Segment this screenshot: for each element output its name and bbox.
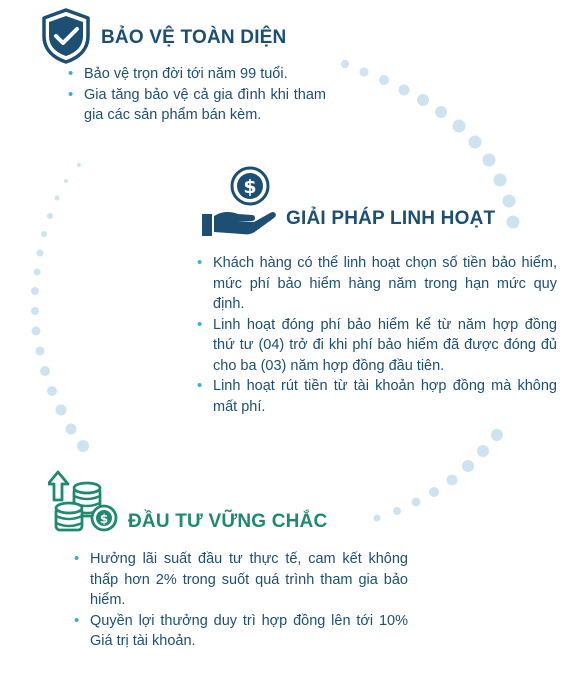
decorative-dot xyxy=(77,163,81,167)
section-title: GIẢI PHÁP LINH HOẠT xyxy=(286,208,496,229)
decorative-dot xyxy=(503,195,516,208)
decorative-dot xyxy=(399,85,410,96)
decorative-dot xyxy=(341,60,349,68)
decorative-dot xyxy=(56,405,67,416)
decorative-dot xyxy=(494,174,507,187)
decorative-dot xyxy=(491,429,503,441)
list-item: • Bảo vệ trọn đời tới năm 99 tuổi. xyxy=(64,64,326,85)
section-title: BẢO VỆ TOÀN DIỆN xyxy=(101,27,287,48)
decorative-dot xyxy=(66,424,77,435)
list-item: • Hưởng lãi suất đầu tư thực tế, cam kết không thấp hơn 2% trong suốt quá trình tham gia bảo hiểm. xyxy=(70,549,408,611)
hand-dollar-coin-icon xyxy=(198,164,280,240)
bullet-list xyxy=(193,253,557,417)
decorative-dot xyxy=(36,347,45,356)
decorative-dot xyxy=(412,498,421,507)
decorative-dot xyxy=(374,515,381,522)
decorative-dot xyxy=(47,386,57,396)
decorative-dot xyxy=(462,460,474,472)
list-item: • Linh hoạt rút tiền từ tài khoản hợp đồng mà không mất phí. xyxy=(193,376,557,417)
decorative-dot xyxy=(477,445,489,457)
decorative-dot xyxy=(55,196,60,201)
shield-check-icon xyxy=(40,8,92,64)
decorative-dot xyxy=(483,154,496,167)
decorative-dot xyxy=(435,106,447,118)
decorative-dot xyxy=(379,75,389,85)
decorative-dot xyxy=(41,231,47,237)
decorative-dot xyxy=(360,68,369,77)
decorative-dot xyxy=(32,327,41,336)
list-item: • Khách hàng có thể linh hoạt chọn số tiền bảo hiểm, mức phí bảo hiểm hàng năm trong hạn mức quy định. xyxy=(193,253,557,315)
list-item: • Linh hoạt đóng phí bảo hiểm kể từ năm hợp đồng thứ tư (04) trở đi khi phí bảo hiểm đã được đóng đủ cho ba (03) năm hợp đồng đầu tiên. xyxy=(193,315,557,377)
section-title: ĐẦU TƯ VỮNG CHẮC xyxy=(128,511,328,532)
decorative-dot xyxy=(469,136,482,149)
svg-text:$: $ xyxy=(99,512,109,526)
decorative-dot xyxy=(393,507,401,515)
decorative-dot xyxy=(447,475,458,486)
decorative-dot xyxy=(64,179,68,183)
coins-growth-icon xyxy=(48,470,120,534)
decorative-dot xyxy=(453,120,466,133)
bullet-list xyxy=(70,549,408,652)
bullet-list xyxy=(64,64,326,126)
decorative-dot xyxy=(77,440,89,452)
decorative-dot xyxy=(47,213,53,219)
decorative-dot xyxy=(31,307,39,315)
decorative-dot xyxy=(429,487,439,497)
list-item: • Gia tăng bảo vệ cả gia đình khi tham gia các sản phẩm bán kèm. xyxy=(64,85,326,126)
list-item: • Quyền lợi thưởng duy trì hợp đồng lên tới 10% Giá trị tài khoản. xyxy=(70,611,408,652)
decorative-dot xyxy=(507,216,520,229)
decorative-dot xyxy=(34,269,41,276)
svg-text:$: $ xyxy=(243,176,257,198)
decorative-dot xyxy=(40,366,50,376)
decorative-dot xyxy=(31,287,39,295)
decorative-dot xyxy=(37,250,44,257)
decorative-dot xyxy=(417,94,429,106)
